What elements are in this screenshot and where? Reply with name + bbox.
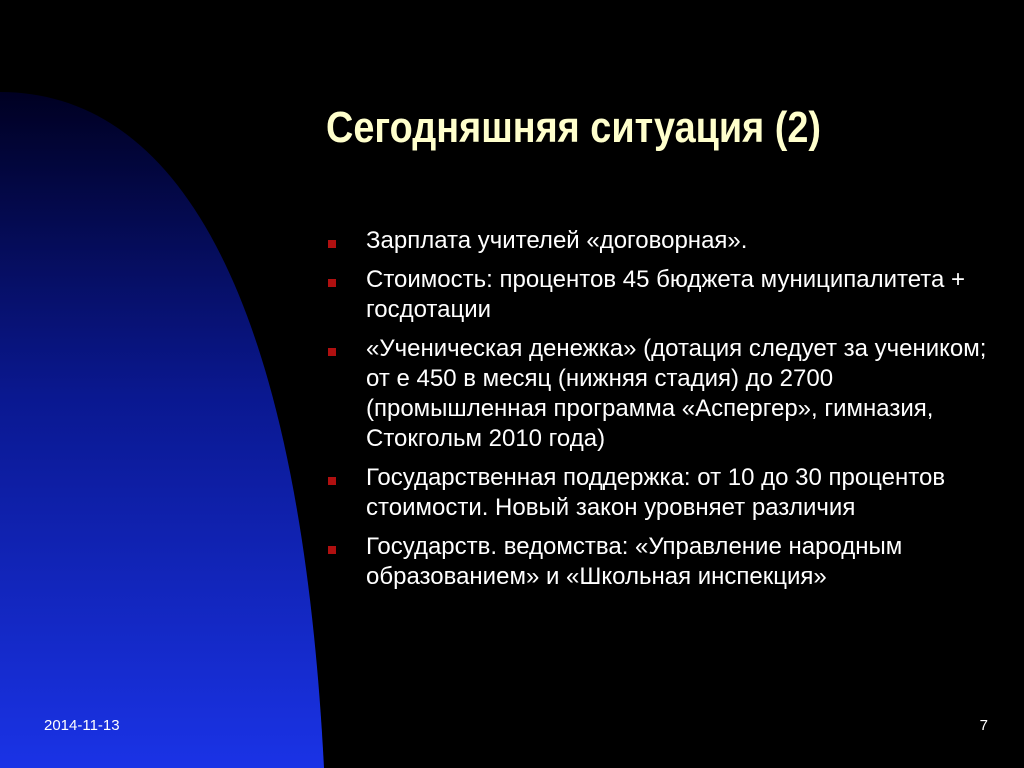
page-number: 7: [979, 717, 988, 734]
bullet-item: [326, 334, 1006, 454]
bullet-text: Государственная поддержка: от 10 до 30 процентов стоимости. Новый закон уровняет различия: [366, 464, 946, 521]
bullet-text: Государств. ведомства: «Управление народным образованием» и «Школьная инспекция»: [366, 533, 903, 590]
bullet-list: [326, 226, 1006, 601]
footer-date: 2014-11-13: [44, 717, 120, 734]
square-bullet-icon: [328, 477, 336, 485]
bullet-text: «Ученическая денежка» (дотация следует за учеником; от е 450 в месяц (нижняя стадия) до 2700 (промышленная программа «Аспергер», гимназия, Стокгольм 2010 года): [366, 335, 987, 452]
bullet-text: Зарплата учителей «договорная».: [366, 227, 748, 254]
bullet-text: Стоимость: процентов 45 бюджета муниципалитета + госдотации: [366, 266, 966, 323]
slide-title: Сегодняшняя ситуация (2): [326, 103, 822, 152]
square-bullet-icon: [328, 279, 336, 287]
bullet-item: [326, 463, 1006, 523]
square-bullet-icon: [328, 348, 336, 356]
bullet-item: [326, 226, 1006, 256]
bullet-item: [326, 532, 1006, 592]
bullet-item: [326, 265, 1006, 325]
square-bullet-icon: [328, 240, 336, 248]
square-bullet-icon: [328, 546, 336, 554]
